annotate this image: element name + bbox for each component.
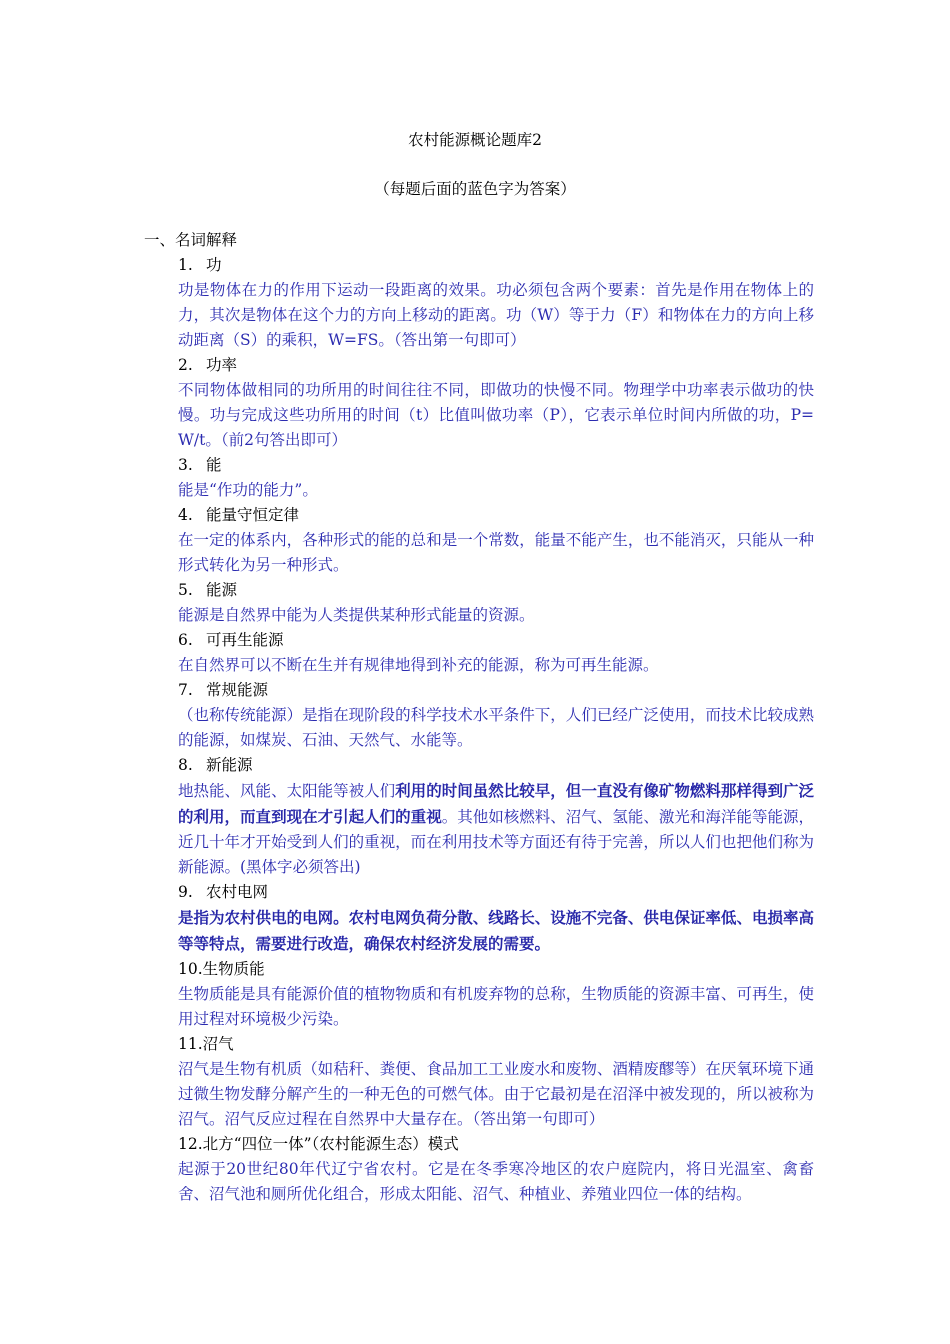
term-number: 11. [178, 1035, 203, 1053]
answer-part: 在一定的体系内，各种形式的能的总和是一个常数，能量不能产生，也不能消灭，只能从一种形式转化为另一种形式。 [178, 531, 814, 574]
term-heading [144, 1032, 814, 1057]
term-number: 1. [178, 256, 193, 274]
term-heading [144, 957, 814, 982]
term-heading [144, 578, 814, 603]
answer-text [144, 982, 814, 1032]
term-label: 北方“四位一体”（农村能源生态）模式 [202, 1135, 459, 1153]
term-heading [144, 453, 814, 478]
term-label: 农村电网 [206, 883, 269, 901]
term-label: 功率 [206, 356, 238, 374]
term-label: 常规能源 [206, 681, 269, 699]
term-number: 7. [178, 681, 193, 699]
answer-text [144, 703, 814, 753]
section-heading: 一、名词解释 [144, 231, 238, 249]
term-label: 功 [206, 256, 222, 274]
answer-part: 起源于20世纪80年代辽宁省农村。它是在冬季寒冷地区的农户庭院内，将日光温室、禽畜舍、沼气池和厕所优化组合，形成太阳能、沼气、种植业、养殖业四位一体的结构。 [178, 1160, 814, 1203]
answer-part: 能源是自然界中能为人类提供某种形式能量的资源。 [178, 606, 535, 624]
term-number: 12. [178, 1135, 203, 1153]
term-label: 能源 [206, 581, 238, 599]
term-heading [144, 253, 814, 278]
term-number: 3. [178, 456, 193, 474]
term-number: 6. [178, 631, 193, 649]
answer-part: 沼气是生物有机质（如秸秆、粪便、食品加工工业废水和废物、酒精废醪等）在厌氧环境下通过微生物发酵分解产生的一种无色的可燃气体。由于它最初是在沼泽中被发现的，所以被称为沼气。沼气反应过程在自然界中大量存在。（答出第一句即可） [178, 1060, 814, 1128]
document-subtitle: （每题后面的蓝色字为答案） [374, 180, 576, 198]
document-title: 农村能源概论题库2 [408, 131, 542, 149]
answer-part: （也称传统能源）是指在现阶段的科学技术水平条件下，人们已经广泛使用，而技术比较成熟的能源，如煤炭、石油、天然气、水能等。 [178, 706, 814, 749]
term-label: 能量守恒定律 [206, 506, 300, 524]
document-body [144, 228, 814, 1207]
term-number: 2. [178, 356, 193, 374]
term-number: 4. [178, 506, 193, 524]
term-number: 5. [178, 581, 193, 599]
term-heading [144, 503, 814, 528]
answer-bold-part: 利用的时间虽然比较早，但一直没有像矿物燃料那样得到广泛的利用，而直到现在才引起人们的重视 [178, 781, 814, 826]
term-label: 沼气 [202, 1035, 234, 1053]
answer-text [144, 1157, 814, 1207]
answer-part: 在自然界可以不断在生并有规律地得到补充的能源，称为可再生能源。 [178, 656, 659, 674]
term-heading [144, 353, 814, 378]
answer-text [144, 778, 814, 880]
term-heading [144, 753, 814, 778]
answer-text [144, 653, 814, 678]
answer-text [144, 278, 814, 353]
term-number: 10. [178, 960, 203, 978]
answer-text [144, 478, 814, 503]
answer-text [144, 905, 814, 957]
term-heading [144, 678, 814, 703]
term-label: 能 [206, 456, 222, 474]
answer-part: 生物质能是具有能源价值的植物物质和有机废弃物的总称，生物质能的资源丰富、可再生，使用过程对环境极少污染。 [178, 985, 814, 1028]
answer-part: 地热能、风能、太阳能等被人们 [178, 782, 396, 800]
term-heading [144, 1132, 814, 1157]
term-number: 9. [178, 883, 193, 901]
answer-part: 不同物体做相同的功所用的时间往往不同，即做功的快慢不同。物理学中功率表示做功的快慢。功与完成这些功所用的时间（t）比值叫做功率（P），它表示单位时间内所做的功，P=W/t。（前2句答出即可） [178, 381, 814, 449]
term-heading [144, 628, 814, 653]
term-number: 8. [178, 756, 193, 774]
answer-text [144, 378, 814, 453]
answer-text [144, 603, 814, 628]
answer-part: 。其他如核燃料、沼气、氢能、激光和海洋能等能源，近几十年才开始受到人们的重视，而在利用技术等方面还有待于完善，所以人们也把他们称为新能源。(黑体字必须答出) [178, 808, 814, 876]
answer-text [144, 528, 814, 578]
answer-part: 能是“作功的能力”。 [178, 481, 318, 499]
answer-text [144, 1057, 814, 1132]
answer-part: 功是物体在力的作用下运动一段距离的效果。功必须包含两个要素：首先是作用在物体上的力，其次是物体在这个力的方向上移动的距离。功（W）等于力（F）和物体在力的方向上移动距离（S）的乘积，W=FS。（答出第一句即可） [178, 281, 814, 349]
term-label: 可再生能源 [206, 631, 284, 649]
term-label: 生物质能 [202, 960, 265, 978]
answer-bold-part: 是指为农村供电的电网。农村电网负荷分散、线路长、设施不完备、供电保证率低、电损率高等等特点，需要进行改造，确保农村经济发展的需要。 [178, 908, 814, 953]
term-heading [144, 880, 814, 905]
term-label: 新能源 [206, 756, 253, 774]
